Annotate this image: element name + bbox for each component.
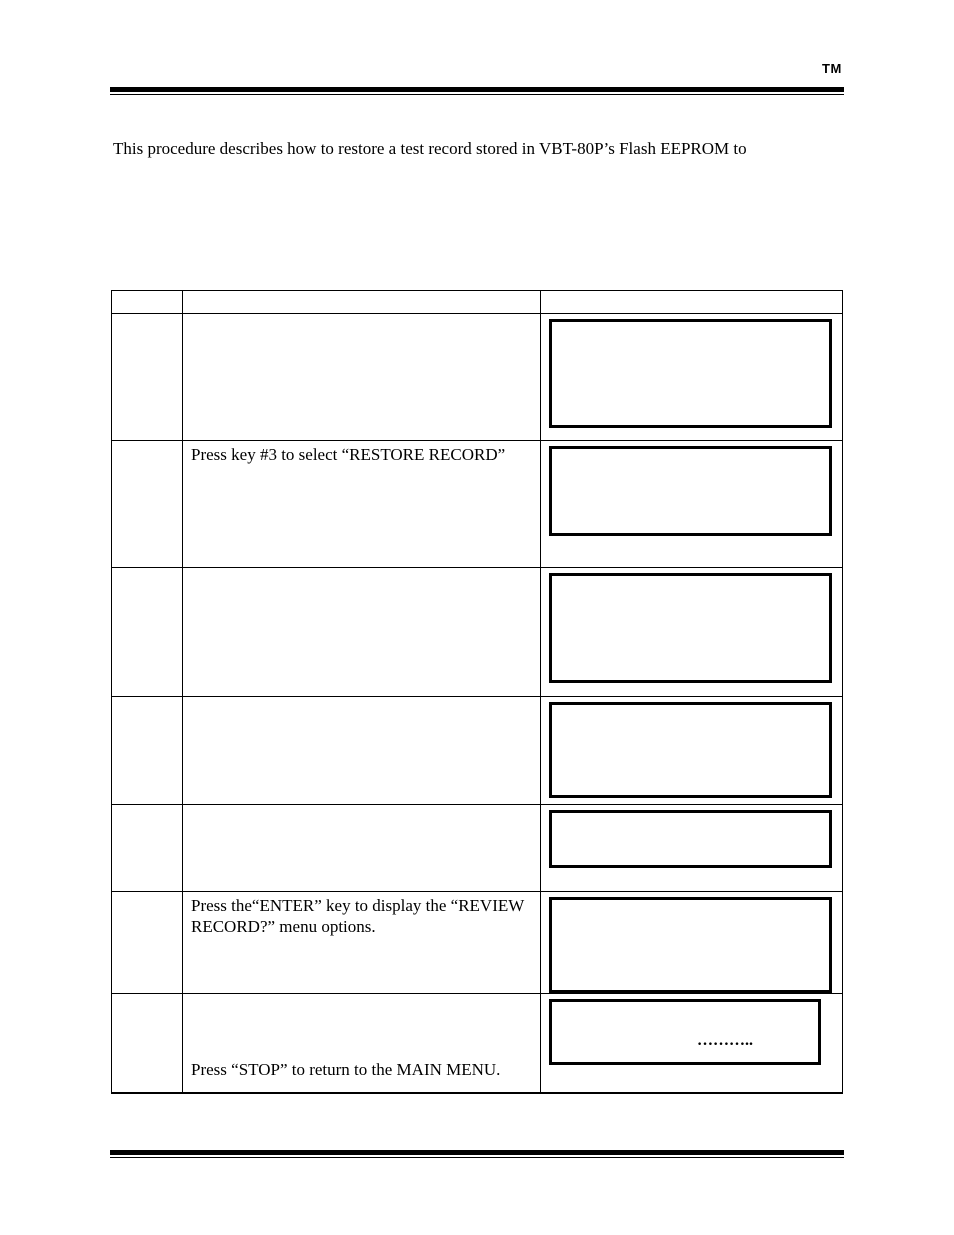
action-cell [183, 314, 541, 441]
step-cell [112, 441, 183, 568]
action-text [183, 697, 540, 700]
intro-paragraph: This procedure describes how to restore a test record stored in VBT-80P’s Flash EEPROM to [113, 139, 747, 158]
action-cell [183, 994, 541, 1093]
step-cell [112, 805, 183, 892]
lcd-progress-text: ……….. [697, 1032, 753, 1049]
lcd-display [549, 446, 832, 536]
action-text [183, 568, 540, 571]
action-text: Press “STOP” to return to the MAIN MENU. [191, 1059, 501, 1079]
table-row [112, 805, 843, 892]
display-cell [541, 697, 843, 805]
lcd-display [549, 999, 821, 1065]
display-cell [541, 805, 843, 892]
header-step-cell [112, 291, 183, 314]
display-cell [541, 441, 843, 568]
action-cell [183, 568, 541, 697]
header-action-cell [183, 291, 541, 314]
table-row [112, 441, 843, 568]
header-rule [110, 87, 844, 92]
action-text: Press the“ENTER” key to display the “REVIEW RECORD?” menu options. [191, 896, 524, 936]
lcd-display [549, 702, 832, 798]
table-row [112, 697, 843, 805]
action-cell [183, 697, 541, 805]
lcd-display [549, 573, 832, 683]
step-cell [112, 697, 183, 805]
step-cell [112, 568, 183, 697]
display-cell [541, 994, 843, 1093]
step-cell [112, 314, 183, 441]
procedure-table [111, 290, 843, 1094]
action-cell [183, 805, 541, 892]
action-cell [183, 892, 541, 994]
step-cell [112, 994, 183, 1093]
lcd-display [549, 810, 832, 868]
step-cell [112, 892, 183, 994]
lcd-display [549, 897, 832, 993]
table-row [112, 314, 843, 441]
action-text: Press key #3 to select “RESTORE RECORD” [191, 445, 506, 464]
display-cell [541, 568, 843, 697]
table-row [112, 892, 843, 994]
footer-rule [110, 1150, 844, 1155]
action-cell [183, 441, 541, 568]
display-cell [541, 892, 843, 994]
display-cell [541, 314, 843, 441]
action-text [183, 805, 540, 808]
table-row [112, 568, 843, 697]
table-header-row [112, 291, 843, 314]
trademark-mark: TM [822, 61, 842, 76]
header-display-cell [541, 291, 843, 314]
footer-rule-thin [110, 1157, 844, 1158]
table-row [112, 994, 843, 1093]
header-rule-thin [110, 94, 844, 95]
lcd-display [549, 319, 832, 428]
action-text [183, 314, 540, 317]
